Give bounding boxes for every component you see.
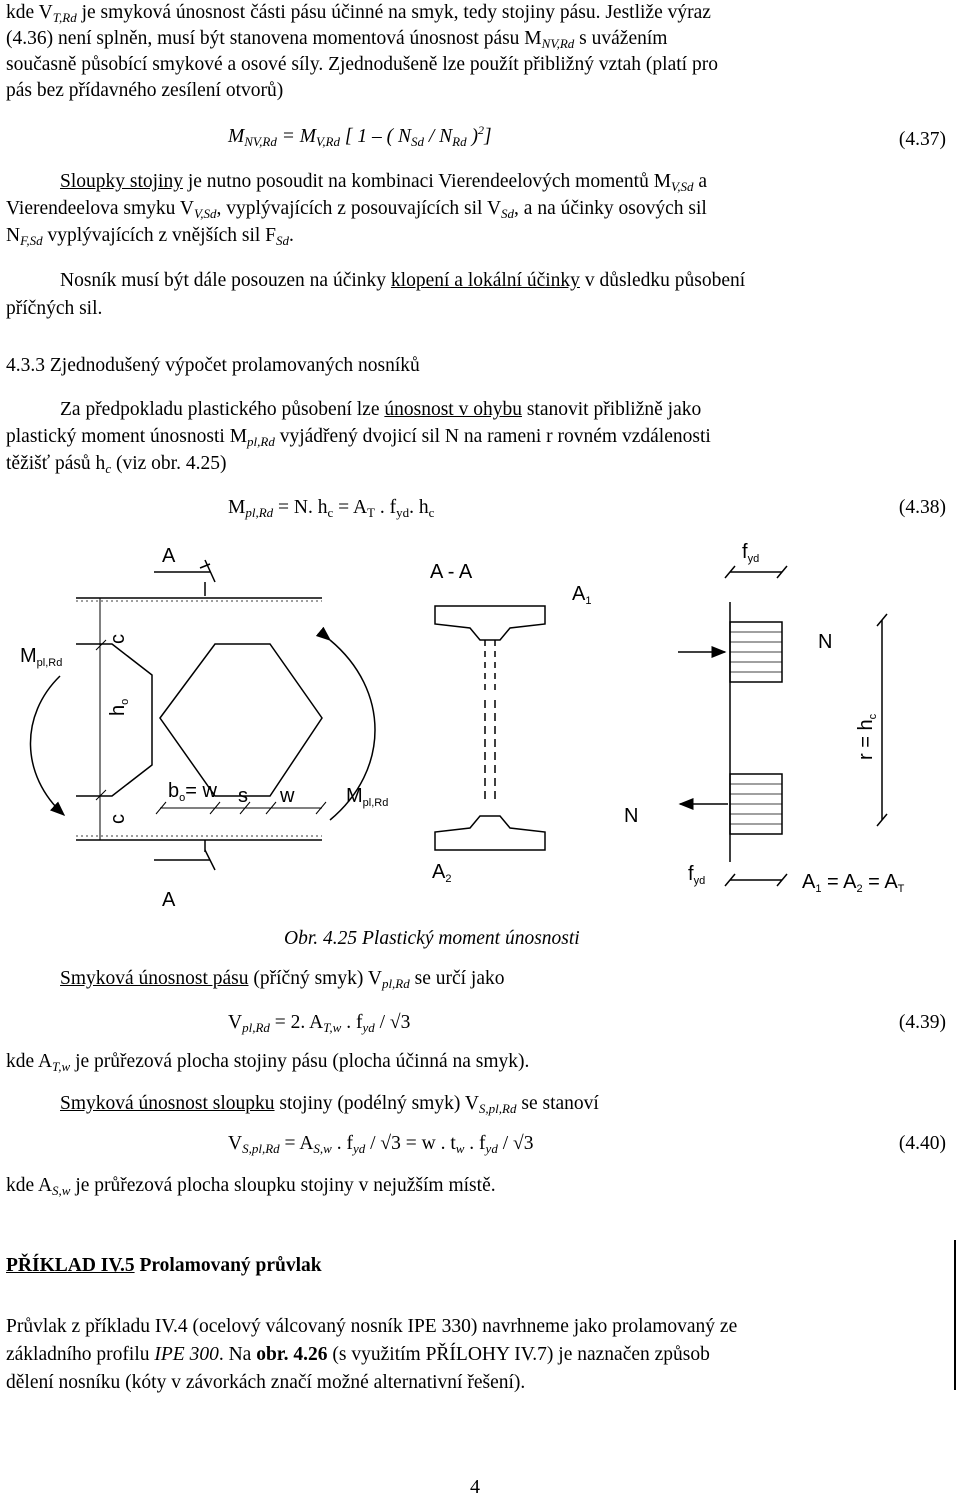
text-line: Smyková únosnost sloupku stojiny (podélný smyk) $V_{S,pl,Rd}$ se stanoví bbox=[60, 1093, 599, 1116]
label-n-bottom: N bbox=[624, 805, 639, 827]
label-section-aa: A - A bbox=[430, 561, 473, 583]
text-line: dělení nosníku (kóty v závorkách značí možné alternativní řešení). bbox=[6, 1372, 526, 1393]
equation-number: (4.37) bbox=[898, 129, 946, 150]
margin-bar bbox=[954, 1240, 956, 1390]
text-line: kde $A_{S,w}$ je průřezová plocha sloupku stojiny v nejužším místě. bbox=[6, 1175, 496, 1198]
text-line: pás bez přídavného zesílení otvorů) bbox=[6, 80, 284, 101]
text-line: kde $A_{T,w}$ je průřezová plocha stojiny pásu (plocha účinná na smyk). bbox=[6, 1051, 530, 1074]
label-h0: $h_o$ bbox=[107, 698, 131, 716]
text-line: současně působící smykové a osové síly. Zjednodušeně lze použít přibližný vztah (platí pro bbox=[6, 54, 718, 75]
label-fyd-top: $f_{yd}$ bbox=[742, 541, 760, 565]
text-line: Za předpokladu plastického působení lze únosnost v ohybu stanovit přibližně jako bbox=[60, 399, 702, 420]
figure-caption: Obr. 4.25 Plastický moment únosnosti bbox=[284, 928, 580, 949]
equation-number: (4.40) bbox=[898, 1133, 946, 1154]
text-line: $N_{F,Sd}$ vyplývajících z vnějších sil $F_{Sd}$. bbox=[6, 225, 294, 248]
page-number: 4 bbox=[470, 1476, 480, 1498]
text-line: Sloupky stojiny je nutno posoudit na kombinaci Vierendeelových momentů $M_{V,Sd}$ a bbox=[60, 171, 708, 194]
label-m-right: $M_{pl,Rd}$ bbox=[346, 785, 389, 809]
text-line: Nosník musí být dále posouzen na účinky klopení a lokální účinky v důsledku působení bbox=[60, 270, 746, 291]
moment-arc-left bbox=[30, 676, 64, 815]
text-line: Vierendeelova smyku $V_{V,Sd}$, vyplývajících z posouvajících sil $V_{Sd}$, a na účinky osových sil bbox=[6, 198, 707, 221]
label-b0: $b_o= w$ bbox=[168, 780, 217, 804]
example-title: PŘÍKLAD IV.5 Prolamovaný průvlak bbox=[6, 1255, 322, 1276]
text-line: kde $V_{T,Rd}$ je smyková únosnost části pásu účinné na smyk, tedy stojiny pásu. Jestliže výraz bbox=[6, 2, 711, 25]
label-s: s bbox=[238, 785, 248, 807]
text-line: (4.36) není splněn, musí být stanovena momentová únosnost pásu $M_{NV,Rd}$ s uvážením bbox=[6, 28, 668, 51]
text-line: těžišť pásů $h_c$ (viz obr. 4.25) bbox=[6, 453, 227, 476]
equation-number: (4.38) bbox=[898, 497, 946, 518]
text-line: plastický moment únosnosti $M_{pl,Rd}$ vyjádřený dvojicí sil N na rameni r rovném vzdálenosti bbox=[6, 426, 711, 449]
text-line: základního profilu IPE 300. Na obr. 4.26 (s využitím PŘÍLOHY IV.7) je naznačen způsob bbox=[6, 1344, 710, 1365]
figure-4-25 bbox=[0, 520, 960, 940]
label-r-hc: $r = h_c$ bbox=[855, 713, 879, 760]
section-heading: 4.3.3 Zjednodušený výpočet prolamovaných nosníků bbox=[6, 355, 420, 376]
label-n-top: N bbox=[818, 631, 833, 653]
label-fyd-bottom: $f_{yd}$ bbox=[688, 863, 706, 887]
section-arrow-bottom bbox=[154, 840, 215, 870]
label-area-equality: $A_1 = A_2 = A_T$ bbox=[802, 871, 905, 895]
text-line: Smyková únosnost pásu (příčný smyk) $V_{pl,Rd}$ se určí jako bbox=[60, 968, 505, 991]
equation-4-39: $V_{pl,Rd} = 2$. $A_{T,w}$ . $f_{yd} / √3$ bbox=[228, 1012, 411, 1035]
label-a-bottom: A bbox=[162, 889, 176, 911]
label-a2: $A_2$ bbox=[432, 861, 452, 885]
label-a-top: A bbox=[162, 545, 176, 567]
cross-section bbox=[435, 606, 545, 850]
equation-4-38: $M_{pl,Rd} = N$. $h_c = A_T$ . $f_{yd}$. $h_c$ bbox=[228, 497, 435, 520]
equation-number: (4.39) bbox=[898, 1012, 946, 1033]
label-a1: $A_1$ bbox=[572, 583, 592, 607]
equation-4-40: $V_{S,pl,Rd} = A_{S,w}$ . $f_{yd} / √3 = w$ . $t_w$ . $f_{yd} / √3$ bbox=[228, 1133, 534, 1156]
label-c-bottom: c bbox=[107, 814, 129, 824]
label-w: w bbox=[280, 785, 295, 807]
equation-4-37: $M_{NV,Rd} = M_{V,Rd}$ [ 1 – ( $N_{Sd} / N_{Rd}$ )$^2$] bbox=[228, 123, 492, 149]
text-line: příčných sil. bbox=[6, 298, 103, 319]
text-line: Průvlak z příkladu IV.4 (ocelový válcovaný nosník IPE 330) navrhneme jako prolamovaný ze bbox=[6, 1316, 738, 1337]
label-m-left: $M_{pl,Rd}$ bbox=[20, 645, 63, 669]
label-c-top: c bbox=[107, 634, 129, 644]
